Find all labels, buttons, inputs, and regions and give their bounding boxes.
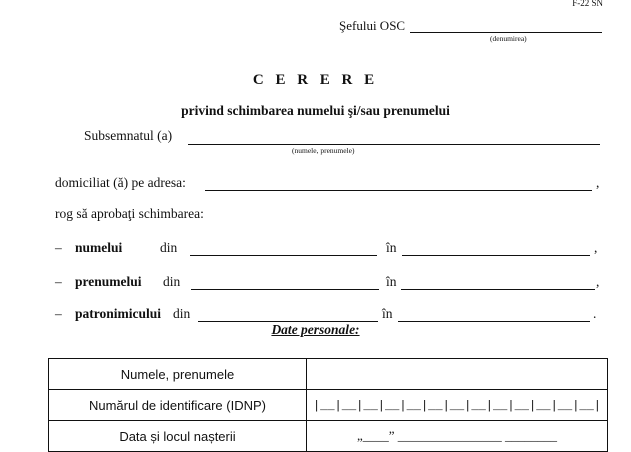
item-to-label: în <box>382 306 393 321</box>
personal-data-table <box>48 358 608 452</box>
item-to-label: în <box>386 274 397 289</box>
item-end: , <box>596 274 600 289</box>
name-value-cell[interactable] <box>306 359 607 390</box>
item-to-label: în <box>386 240 397 255</box>
table-row <box>49 359 608 390</box>
document-title: C E R E R E <box>252 72 379 88</box>
request-text: rog să aprobaţi schimbarea: <box>55 206 204 221</box>
item-from-label: din <box>160 240 178 255</box>
applicant-name-field[interactable] <box>188 144 600 145</box>
applicant-note: (numele, prenumele) <box>292 146 355 155</box>
addressee-field[interactable] <box>410 32 602 33</box>
item-dash: – <box>55 274 62 289</box>
applicant-label: Subsemnatul (a) <box>84 128 173 143</box>
form-code: F-22 SN <box>572 0 603 8</box>
row-label-birth: Data și locul nașterii <box>49 421 307 452</box>
surname-new-field[interactable] <box>402 255 590 256</box>
item-from-label: din <box>163 274 181 289</box>
address-label: domiciliat (ă) pe adresa: <box>55 175 186 190</box>
surname-old-field[interactable] <box>190 255 377 256</box>
item-from-label: din <box>173 306 191 321</box>
address-field[interactable] <box>205 190 592 191</box>
firstname-old-field[interactable] <box>191 289 379 290</box>
row-label-idnp: Numărul de identificare (IDNP) <box>49 390 307 421</box>
item-dash: – <box>55 306 62 321</box>
firstname-new-field[interactable] <box>401 289 595 290</box>
item-name-prenumelui: prenumelui <box>75 274 142 289</box>
idnp-value-cell[interactable] <box>306 390 607 421</box>
document-subtitle: privind schimbarea numelui şi/sau prenumelui <box>181 103 450 118</box>
idnp-boxes[interactable]: |__|__|__|__|__|__|__|__|__|__|__|__|__| <box>312 399 601 413</box>
addressee-note: (denumirea) <box>490 34 527 43</box>
address-end: , <box>596 175 600 190</box>
item-end: . <box>593 306 597 321</box>
item-name-patronimicului: patronimicului <box>75 306 162 321</box>
personal-data-title: Date personale: <box>271 322 360 337</box>
addressee-label: Şefului OSC <box>339 18 406 33</box>
item-end: , <box>594 240 598 255</box>
item-dash: – <box>55 240 62 255</box>
table-row <box>49 390 608 421</box>
birth-value-cell[interactable]: „____” ________________ ________ <box>306 421 607 452</box>
item-name-numelui: numelui <box>75 240 123 255</box>
row-label-name: Numele, prenumele <box>49 359 307 390</box>
table-row <box>49 421 608 452</box>
